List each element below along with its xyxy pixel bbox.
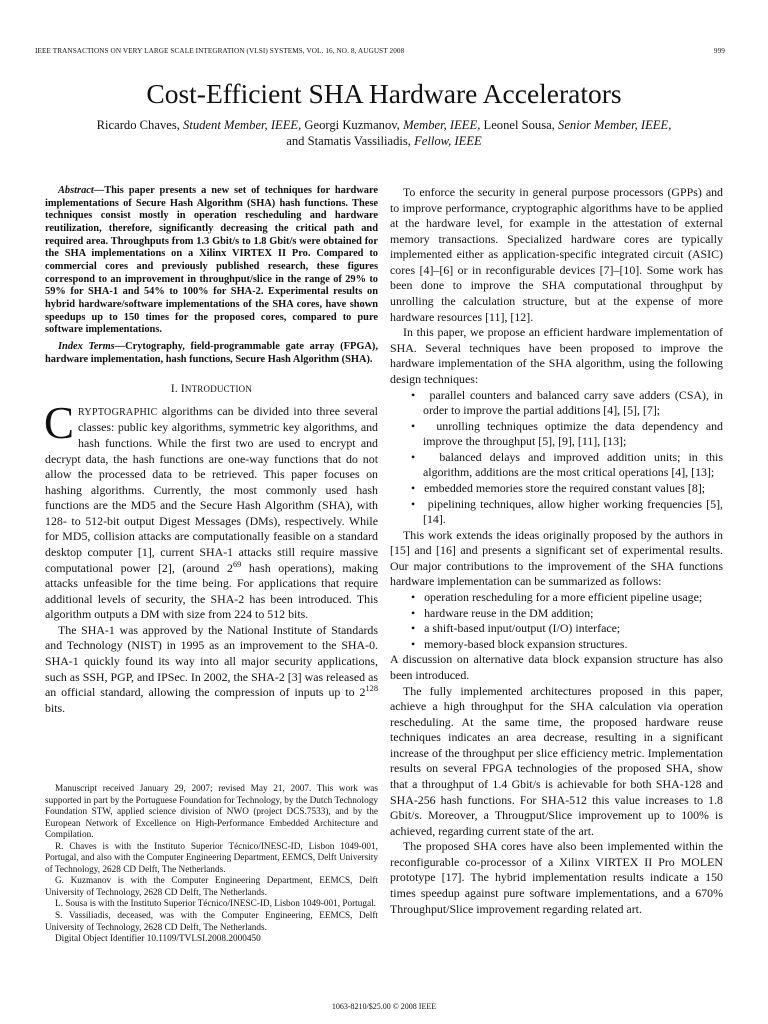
abstract (45, 185, 378, 337)
body-paragraph: In this paper, we propose an efficient hardware implementation of SHA. Several techniques have been proposed to improve the hardware implementation of the SHA algorithm, using the following design techniques: (390, 325, 723, 386)
right-column (390, 185, 723, 917)
running-header (35, 47, 725, 55)
paper-title: Cost-Efficient SHA Hardware Accelerators (146, 78, 622, 109)
intro-paragraph (44, 397, 379, 623)
page-number: 999 (713, 47, 725, 55)
bullet-item: • memory-based block expansion structures. (411, 636, 628, 651)
author-role: Senior Member, IEEE, (558, 118, 672, 132)
section-title-rest: NTRODUCTION (184, 384, 253, 395)
body-paragraph: A discussion on alternative data block expansion structure has also been introduced. (390, 652, 723, 682)
body-paragraph: The proposed SHA cores have also been implemented within the reconfigurable co-processor of a Xilinx VIRTEX II Pro MOLEN prototype [17]. The hybrid implementation results indicate a 150 times speedup against pure software implementations, and a 670% Throughput/Slice improvement regarding related art. (390, 839, 723, 916)
bullet-text: parallel counters and balanced carry save adders (CSA), in order to improve the partial additions [4], [5], [7]; (423, 387, 723, 418)
abstract-label: Abstract— (58, 185, 105, 196)
left-column (45, 185, 378, 716)
bullet-item: • parallel counters and balanced carry save adders (CSA), in order to improve the partial additions [4], [5], [7]; (411, 387, 723, 418)
intro-text-b: hash operations), making attacks unfeasible for the time being. For applications that require additional levels of security, the SHA-2 has been introduced. This algorithm outputs a DM with size from 224 to 512 bits. (45, 560, 379, 622)
footnote: Manuscript received January 29, 2007; revised May 21, 2007. This work was supported in part by the Portuguese Foundation for Technology, by the Dutch Technology Foundation STW, applied science division of NWO (project DCS.7533), and by the European Network of Excellence on High-Performance Embedded Architecture and Compilation. (45, 784, 378, 841)
author-name: and Stamatis Vassiliadis, (286, 133, 411, 148)
intro-exponent: 128 (365, 684, 378, 694)
section-title-initial: I (180, 383, 185, 396)
author-name: Leonel Sousa, (483, 118, 555, 132)
bullet-item: • unrolling techniques optimize the data dependency and improve the throughput [5], [9], [11], [13]; (411, 418, 723, 449)
doi: Digital Object Identifier 10.1109/TVLSI.2008.2000450 (55, 934, 261, 945)
author-name: Georgi Kuzmanov, (304, 118, 400, 132)
section-number: I. (170, 383, 178, 396)
bullet-text: balanced delays and improved addition units; in this algorithm, additions are the most critical operations [4], [13]; (423, 449, 723, 480)
author-name: Ricardo Chaves, (96, 118, 180, 132)
footnote: S. Vassiliadis, deceased, was with the Computer Engineering, EEMCS, Delft University of Technology, 2628 CD Delft, The Netherlands. (45, 911, 378, 933)
intro-paragraph (45, 623, 378, 716)
journal-name: IEEE TRANSACTIONS ON VERY LARGE SCALE INTEGRATION (VLSI) SYSTEMS, VOL. 16, NO. 8, AUGUST 2008 (35, 47, 405, 55)
bullet-item: • operation rescheduling for a more efficient pipeline usage; (411, 590, 703, 605)
bullet-text: unrolling techniques optimize the data dependency and improve the throughput [5], [9], [11], [13]; (423, 418, 723, 449)
author-role: Student Member, IEEE, (183, 118, 302, 132)
bullet-text: memory-based block expansion structures. (424, 636, 628, 651)
bullet-item: • hardware reuse in the DM addition; (411, 605, 594, 620)
intro-text-d: bits. (45, 700, 66, 715)
index-terms (45, 341, 378, 366)
intro-first-word: RYPTOGRAPHIC (78, 406, 158, 418)
drop-cap: C (44, 397, 75, 448)
author-role: Fellow, IEEE (414, 133, 482, 148)
index-terms-label: Index Terms— (58, 340, 126, 352)
copyright-footer: 1063-8210/$25.00 © 2008 IEEE (331, 1002, 437, 1011)
bullet-text: embedded memories store the required constant values [8]; (424, 480, 706, 495)
footnotes (45, 784, 378, 946)
author-role: Member, IEEE, (403, 118, 481, 132)
bullet-text: pipelining techniques, allow higher working frequencies [5], [14]. (423, 496, 723, 527)
body-paragraph: This work extends the ideas originally proposed by the authors in [15] and [16] and presents a significant set of experimental results. Our major contributions to the improvement of the SHA functions hardware implementation can be summarized as follows: (390, 527, 723, 589)
section-heading (45, 382, 378, 398)
bullet-text: hardware reuse in the DM addition; (424, 605, 594, 620)
intro-text-c: The SHA-1 was approved by the National Institute of Standards and Technology (NIST) in 1995 as an improvement to the SHA-0. SHA-1 quickly found its way into all major security applications, such as SSH, PGP, and IPSec. In 2002, the SHA-2 [3] was released as an official standard, allowing the compression of inputs up to 2 (45, 622, 378, 700)
bullet-item: • a shift-based input/output (I/O) interface; (411, 621, 621, 636)
footnote: G. Kuzmanov is with the Computer Engineering Department, EEMCS, Delft University of Technology, 2628 CD Delft, The Netherlands. (45, 876, 378, 898)
footnote: R. Chaves is with the Instituto Superior Técnico/INESC-ID, Lisbon 1049-001, Portugal, and also with the Computer Engineering Department, EEMCS, Delft University of Technology, 2628 CD Delft, The Netherlands. (45, 841, 378, 875)
intro-text-a: algorithms can be divided into three several classes: public key algorithms, symmetric key algorithms, and hash functions. While the first two are used to encrypt and decrypt data, the hash functions are one-way functions that do not allow the processed data to be retrieved. This paper focuses on hashing algorithms. Currently, the most commonly used hash functions are the MD5 and the Secure Hash Algorithm (SHA), with 128- to 512-bit output Digest Messages (DMs), respectively. While for MD5, collision attacks are computationally feasible on a standard desktop computer [1], current SHA-1 attacks still require massive computational power [2], (around 2 (45, 403, 378, 575)
footnote: L. Sousa is with the Instituto Superior Técnico/INESC-ID, Lisbon 1049-001, Portugal. (55, 899, 376, 910)
bullet-item: • embedded memories store the required constant values [8]; (411, 480, 706, 495)
bullet-text: a shift-based input/output (I/O) interface; (424, 621, 621, 636)
body-paragraph: The fully implemented architectures proposed in this paper, achieve a high throughput for the SHA calculation via operation rescheduling. At the same time, the proposed hardware reuse techniques indicates an area decrease, resulting in a significant increase of the throughput per slice efficiency metric. Implementation results on several FPGA technologies of the proposed SHA, show that a throughput of 1.4 Gbit/s is achievable for both SHA-128 and SHA-256 hash functions. For SHA-512 this value increases to 1.8 Gbit/s. Moreover, a Througput/Slice improvement up to 100% is achieved, regarding current state of the art. (390, 683, 723, 838)
bullet-item: • balanced delays and improved addition units; in this algorithm, additions are the most critical operations [4], [13]; (411, 449, 723, 480)
author-list (40, 118, 728, 149)
bullet-text: operation rescheduling for a more efficient pipeline usage; (424, 590, 703, 605)
intro-exponent: 69 (232, 559, 242, 569)
index-terms-text: Crytography, field-programmable gate array (FPGA), hardware implementation, hash functions, Secure Hash Algorithm (SHA). (45, 340, 378, 365)
bullet-item: • pipelining techniques, allow higher working frequencies [5], [14]. (411, 496, 723, 527)
abstract-text: This paper presents a new set of techniques for hardware implementations of Secure Hash Algorithm (SHA) hash functions. These techniques consist mostly in operation rescheduling and hardware reutilization, therefore, significantly decreasing the critical path and required area. Throughputs from 1.3 Gbit/s to 1.8 Gbit/s were obtained for the SHA implementations on a Xilinx VIRTEX II Pro. Compared to commercial cores and previously published research, these figures correspond to an improvement in throughput/slice in the range of 29% to 59% for SHA-1 and 54% to 100% for SHA-2. Experimental results on hybrid hardware/software implementations of the SHA cores, have shown speedups up to 150 times for the proposed cores, compared to pure software implementations. (45, 185, 378, 336)
body-paragraph: To enforce the security in general purpose processors (GPPs) and to improve performance, cryptographic algorithms have to be applied at the hardware level, for example in the attestation of external memory transactions. Specialized hardware cores are typically implemented either as application-specific integrated circuit (ASIC) cores [4]–[6] or in reconfigurable devices [7]–[10]. Some work has been done to improve the SHA computational throughput by unrolling the calculation structure, but at the expense of more hardware resources [11], [12]. (390, 185, 723, 324)
